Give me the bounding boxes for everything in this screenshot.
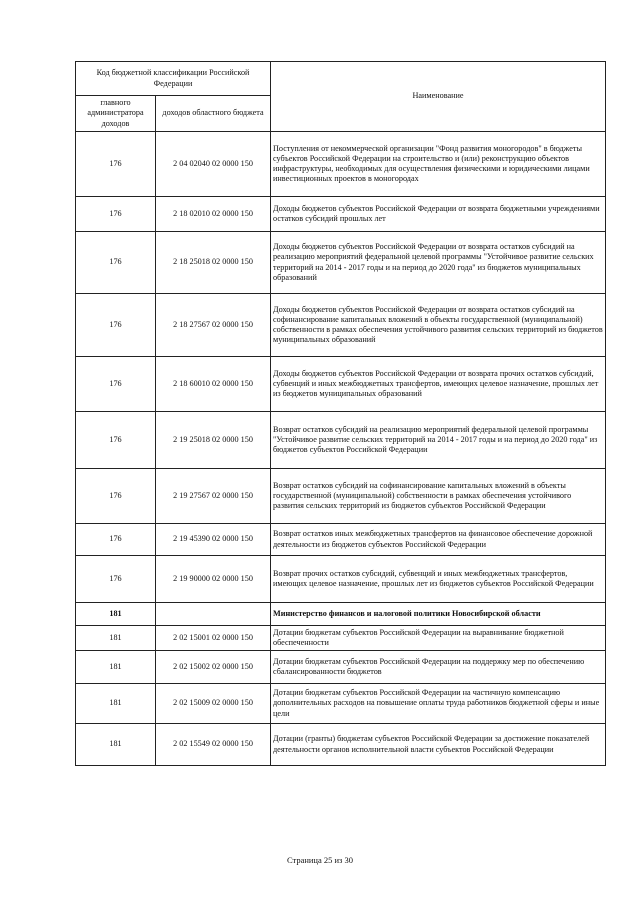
table-row: [76, 603, 606, 626]
admin-code-cell: 181: [76, 626, 156, 651]
table-row: [76, 626, 606, 651]
name-cell: Возврат остатков иных межбюджетных трансфертов на финансовое обеспечение дорожной деятельности из бюджетов субъектов Российской Федерации: [271, 524, 606, 556]
admin-code-cell: 181: [76, 684, 156, 724]
admin-code-cell: 176: [76, 232, 156, 294]
table-row: [76, 524, 606, 556]
name-cell: Возврат остатков субсидий на софинансирование капитальных вложений в объекты государственной (муниципальной) собственности в рамках обеспечения устойчивого развития сельских территорий из бюджетов субъектов Российской Федерации: [271, 469, 606, 524]
income-code-cell: 2 18 02010 02 0000 150: [156, 197, 271, 232]
admin-code-cell: 176: [76, 357, 156, 412]
table-row: [76, 469, 606, 524]
income-code-cell: [156, 603, 271, 626]
table-row: [76, 197, 606, 232]
income-code-cell: 2 19 45390 02 0000 150: [156, 524, 271, 556]
page-number: Страница 25 из 30: [286, 855, 354, 865]
header-name: Наименование: [271, 62, 606, 132]
name-cell: Дотации (гранты) бюджетам субъектов Российской Федерации за достижение показателей деятельности органов исполнительной власти субъектов Российской Федерации: [271, 724, 606, 766]
income-code-cell: 2 19 25018 02 0000 150: [156, 412, 271, 469]
income-code-cell: 2 18 25018 02 0000 150: [156, 232, 271, 294]
income-code-cell: 2 04 02040 02 0000 150: [156, 132, 271, 197]
name-cell: Возврат остатков субсидий на реализацию мероприятий федеральной целевой программы "Устойчивое развитие сельских территорий на 2014 - 2017 годы и на период до 2020 года" из бюджетов субъектов Российской Федерации: [271, 412, 606, 469]
admin-code-cell: 176: [76, 524, 156, 556]
admin-code-cell: 176: [76, 469, 156, 524]
table-row: [76, 684, 606, 724]
table-row: [76, 556, 606, 603]
name-cell: Доходы бюджетов субъектов Российской Федерации от возврата бюджетными учреждениями остатков субсидий прошлых лет: [271, 197, 606, 232]
name-cell: Дотации бюджетам субъектов Российской Федерации на частичную компенсацию дополнительных расходов на повышение оплаты труда работников бюджетной сферы и иные цели: [271, 684, 606, 724]
table-row: [76, 132, 606, 197]
admin-code-cell: 176: [76, 132, 156, 197]
admin-code-cell: 176: [76, 294, 156, 357]
table-row: [76, 651, 606, 684]
header-income-code: доходов областного бюджета: [156, 96, 271, 132]
income-code-cell: 2 02 15009 02 0000 150: [156, 684, 271, 724]
income-code-cell: 2 19 27567 02 0000 150: [156, 469, 271, 524]
admin-code-cell: 181: [76, 651, 156, 684]
name-cell: Доходы бюджетов субъектов Российской Федерации от возврата остатков субсидий на реализацию мероприятий федеральной целевой программы "Устойчивое развитие сельских территорий на 2014 - 2017 годы и на период до 2020 года" из бюджетов муниципальных образований: [271, 232, 606, 294]
income-code-cell: 2 02 15002 02 0000 150: [156, 651, 271, 684]
budget-classification-table: [75, 61, 606, 766]
name-cell: Министерство финансов и налоговой политики Новосибирской области: [271, 603, 606, 626]
header-admin: главного администратора доходов: [76, 96, 156, 132]
name-cell: Поступления от некоммерческой организации "Фонд развития моногородов" в бюджеты субъектов Российской Федерации на строительство и (или) реконструкцию объектов инфраструктуры, необходимых для осуществления физическими и юридическими лицами инвестиционных проектов в моногородах: [271, 132, 606, 197]
admin-code-cell: 181: [76, 724, 156, 766]
income-code-cell: 2 18 27567 02 0000 150: [156, 294, 271, 357]
name-cell: Возврат прочих остатков субсидий, субвенций и иных межбюджетных трансфертов, имеющих целевое назначение, прошлых лет из бюджетов субъектов Российской Федерации: [271, 556, 606, 603]
table-row: [76, 357, 606, 412]
income-code-cell: 2 18 60010 02 0000 150: [156, 357, 271, 412]
admin-code-cell: 176: [76, 412, 156, 469]
header-row-group: [76, 62, 606, 96]
name-cell: Дотации бюджетам субъектов Российской Федерации на выравнивание бюджетной обеспеченности: [271, 626, 606, 651]
income-code-cell: 2 02 15001 02 0000 150: [156, 626, 271, 651]
income-code-cell: 2 19 90000 02 0000 150: [156, 556, 271, 603]
income-code-cell: 2 02 15549 02 0000 150: [156, 724, 271, 766]
name-cell: Доходы бюджетов субъектов Российской Федерации от возврата остатков субсидий на софинансирование капитальных вложений в объекты государственной (муниципальной) собственности в рамках обеспечения устойчивого развития сельских территорий из бюджетов муниципальных образований: [271, 294, 606, 357]
admin-code-cell: 181: [76, 603, 156, 626]
admin-code-cell: 176: [76, 556, 156, 603]
name-cell: Доходы бюджетов субъектов Российской Федерации от возврата прочих остатков субсидий, субвенций и иных межбюджетных трансфертов, имеющих целевое назначение, прошлых лет из бюджетов муниципальных образований: [271, 357, 606, 412]
table-row: [76, 724, 606, 766]
name-cell: Дотации бюджетам субъектов Российской Федерации на поддержку мер по обеспечению сбалансированности бюджетов: [271, 651, 606, 684]
table-row: [76, 232, 606, 294]
table-row: [76, 412, 606, 469]
admin-code-cell: 176: [76, 197, 156, 232]
table-row: [76, 294, 606, 357]
header-group-title: Код бюджетной классификации Российской Федерации: [76, 62, 271, 96]
